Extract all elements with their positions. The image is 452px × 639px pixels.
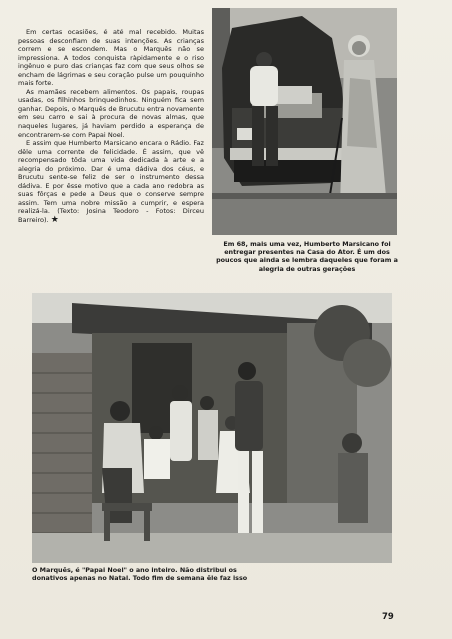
photo-car-trunk-image [212, 8, 397, 235]
photo2-caption: O Marquês, é "Papai Noel" o ano inteiro. Não distribui os donativos apenas no Natal. Todo fim de semana êle faz isso [32, 566, 248, 583]
article-paragraph-3 [18, 139, 204, 224]
end-star-icon: ★ [50, 215, 59, 226]
page-number: 79 [382, 612, 394, 622]
photo-children-group [32, 293, 392, 563]
article-text-column [18, 28, 204, 225]
article-paragraph-1: Em certas ocasiões, é até mal recebido. Muitas pessoas desconfiam de suas intenções. As crianças correm e se escondem. Mas o Marquês não se impressiona. A todos conquista ràpidamente e o riso ingênuo e puro das crianças faz com que seus olhos se encham de lágrimas e seu coração pulse um pouquinho mais forte. [18, 28, 204, 88]
photo-children-group-image [32, 293, 392, 563]
photo1-caption: Em 68, mais uma vez, Humberto Marsicano foi entregar presentes na Casa do Ator. É um dos poucos que ainda se lembra daqueles que foram a alegria de outras gerações [216, 240, 398, 273]
photo-car-trunk [212, 8, 397, 235]
article-paragraph-3-text: E assim que Humberto Marsicano encara o Rádio. Faz dêle uma corrente de felicidade. É assim, que vê recompensado tôda uma vida dedicada à arte e a alegria do próximo. Dar é uma dádiva dos céus, e Brucutu sente-se feliz de ser o instrumento dessa dádiva. E por êsse motivo que a cada ano redobra as suas fôrças e pede a Deus que o conserve sempre assim. Tem uma nobre missão a cumprir, e espera realizá-la. (Texto: Josina Teodoro - Fotos: Dirceu Barreiro). [18, 139, 204, 225]
article-paragraph-2: As mamães recebem alimentos. Os papais, roupas usadas, os filhinhos brinquedinhos. Ninguém fica sem ganhar. Depois, o Marquês de Brucutu entra novamente em seu carro e sai à procura de novas almas, que naqueles lugares, já haviam perdido a esperança de encontrarem-se com Papai Noel. [18, 87, 204, 139]
